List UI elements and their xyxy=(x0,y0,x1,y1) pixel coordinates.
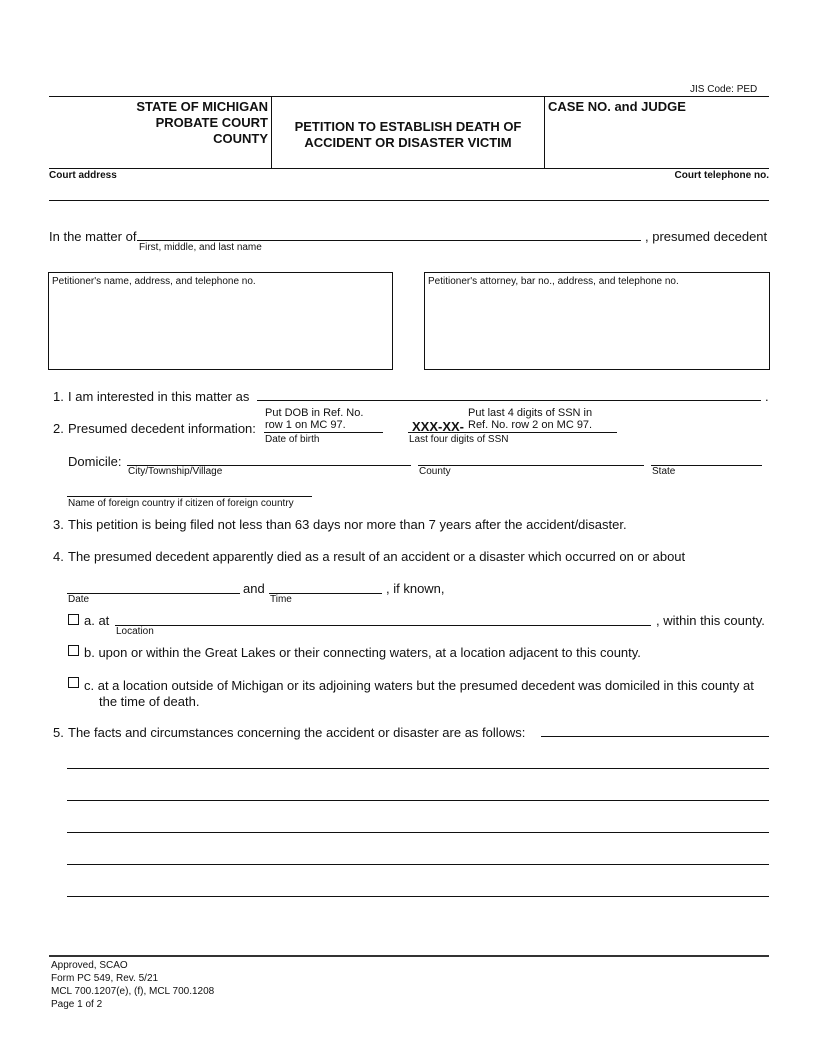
option-b-label: b. upon or within the Great Lakes or their connecting waters, at a location adjacent to this county. xyxy=(84,645,641,660)
footer-rule xyxy=(49,955,769,957)
county-rule xyxy=(418,465,644,466)
location-rule xyxy=(115,625,651,626)
state-input[interactable] xyxy=(653,451,760,465)
facts-rule-3 xyxy=(67,800,769,801)
attorney-box[interactable] xyxy=(424,272,770,370)
city-input[interactable] xyxy=(129,451,409,465)
item-3-text: This petition is being filed not less than 63 days nor more than 7 years after the accident/disaster. xyxy=(68,517,627,532)
item-3-number: 3. xyxy=(53,517,64,532)
option-c-label-2: the time of death. xyxy=(99,694,200,709)
facts-input-line-5[interactable] xyxy=(69,850,767,864)
ssn-hint-1: Put last 4 digits of SSN in xyxy=(468,407,593,419)
facts-input-line-6[interactable] xyxy=(69,882,767,896)
option-b-checkbox[interactable] xyxy=(68,645,79,656)
item-1-text: I am interested in this matter as xyxy=(68,389,250,404)
location-caption: Location xyxy=(116,626,154,637)
facts-input-line-4[interactable] xyxy=(69,818,767,832)
facts-rule-2 xyxy=(67,768,769,769)
court-name: PROBATE COURT xyxy=(155,115,268,130)
time-caption: Time xyxy=(270,594,292,605)
foreign-country-rule xyxy=(67,496,312,497)
petitioner-box[interactable] xyxy=(48,272,393,370)
facts-rule-1 xyxy=(541,736,769,737)
item-4-text: The presumed decedent apparently died as a result of an accident or a disaster which occurred on or about xyxy=(68,549,686,564)
dob-hint-2: row 1 on MC 97. xyxy=(265,419,346,431)
item-2-number: 2. xyxy=(53,421,64,436)
event-date-rule xyxy=(67,593,240,594)
dob-caption: Date of birth xyxy=(265,434,320,445)
option-a-label: a. at xyxy=(84,613,110,628)
footer-form-number: Form PC 549, Rev. 5/21 xyxy=(51,973,159,984)
jis-code: JIS Code: PED xyxy=(690,84,758,95)
ssn-rule xyxy=(408,432,617,433)
petitioner-box-label: Petitioner's name, address, and telephone no. xyxy=(52,276,256,287)
footer-statute: MCL 700.1207(e), (f), MCL 700.1208 xyxy=(51,986,215,997)
item-5-number: 5. xyxy=(53,725,64,740)
event-time-input[interactable] xyxy=(271,579,380,593)
dob-rule xyxy=(264,432,383,433)
court-block xyxy=(60,99,268,147)
interest-rule xyxy=(257,400,761,401)
attorney-box-label: Petitioner's attorney, bar no., address, and telephone no. xyxy=(428,276,679,287)
date-caption: Date xyxy=(68,594,90,605)
item-4-number: 4. xyxy=(53,549,64,564)
footer-page: Page 1 of 2 xyxy=(51,999,103,1010)
foreign-country-input[interactable] xyxy=(69,482,309,496)
matter-prefix: In the matter of xyxy=(49,229,137,244)
court-address-rule xyxy=(49,200,769,201)
facts-rule-5 xyxy=(67,864,769,865)
form-title xyxy=(272,119,544,151)
county-label: COUNTY xyxy=(213,131,268,146)
option-a-suffix: , within this county. xyxy=(656,613,765,628)
header-top-rule xyxy=(49,96,769,97)
option-a-checkbox[interactable] xyxy=(68,614,79,625)
decedent-name-input[interactable] xyxy=(139,226,639,240)
option-c-label-1: c. at a location outside of Michigan or its adjoining waters but the presumed decedent was domiciled in this county at xyxy=(84,678,754,693)
header-divider-right xyxy=(544,97,545,168)
county-input[interactable] xyxy=(420,451,642,465)
event-date-input[interactable] xyxy=(69,579,238,593)
facts-input-line-2[interactable] xyxy=(69,754,767,768)
header-bottom-rule xyxy=(49,168,769,169)
interest-input[interactable] xyxy=(259,386,759,400)
name-caption: First, middle, and last name xyxy=(139,242,262,253)
facts-rule-4 xyxy=(67,832,769,833)
ssn-caption: Last four digits of SSN xyxy=(409,434,509,445)
dob-hint-1: Put DOB in Ref. No. xyxy=(265,407,364,419)
decedent-name-rule xyxy=(137,240,641,241)
state-caption: State xyxy=(652,466,676,477)
city-caption: City/Township/Village xyxy=(128,466,223,477)
domicile-label: Domicile: xyxy=(68,454,122,469)
court-phone-label: Court telephone no. xyxy=(674,170,769,181)
matter-suffix: , presumed decedent xyxy=(645,229,768,244)
location-input[interactable] xyxy=(117,611,649,625)
footer-approved: Approved, SCAO xyxy=(51,960,128,971)
item-5-text: The facts and circumstances concerning the accident or disaster are as follows: xyxy=(68,725,526,740)
if-known-text: , if known, xyxy=(386,581,445,596)
item-1-number: 1. xyxy=(53,389,64,404)
footer-block xyxy=(51,959,214,1011)
foreign-country-caption: Name of foreign country if citizen of foreign country xyxy=(68,498,294,509)
item-2-text: Presumed decedent information: xyxy=(68,421,256,436)
and-text: and xyxy=(243,581,265,596)
facts-input-line-3[interactable] xyxy=(69,786,767,800)
facts-rule-6 xyxy=(67,896,769,897)
facts-input-line-1[interactable] xyxy=(543,722,767,736)
form-title-line-2: ACCIDENT OR DISASTER VICTIM xyxy=(304,135,512,150)
item-1-period: . xyxy=(765,389,769,404)
case-number-input[interactable] xyxy=(548,118,766,132)
ssn-hint-2: Ref. No. row 2 on MC 97. xyxy=(468,419,593,431)
county-caption: County xyxy=(419,466,451,477)
form-title-line-1: PETITION TO ESTABLISH DEATH OF xyxy=(294,119,522,134)
state-name: STATE OF MICHIGAN xyxy=(136,99,268,114)
court-address-label: Court address xyxy=(49,170,117,181)
ssn-prefix: XXX-XX- xyxy=(412,419,465,434)
option-c-checkbox[interactable] xyxy=(68,677,79,688)
court-address-input[interactable] xyxy=(49,184,769,198)
case-judge-label: CASE NO. and JUDGE xyxy=(548,99,686,114)
